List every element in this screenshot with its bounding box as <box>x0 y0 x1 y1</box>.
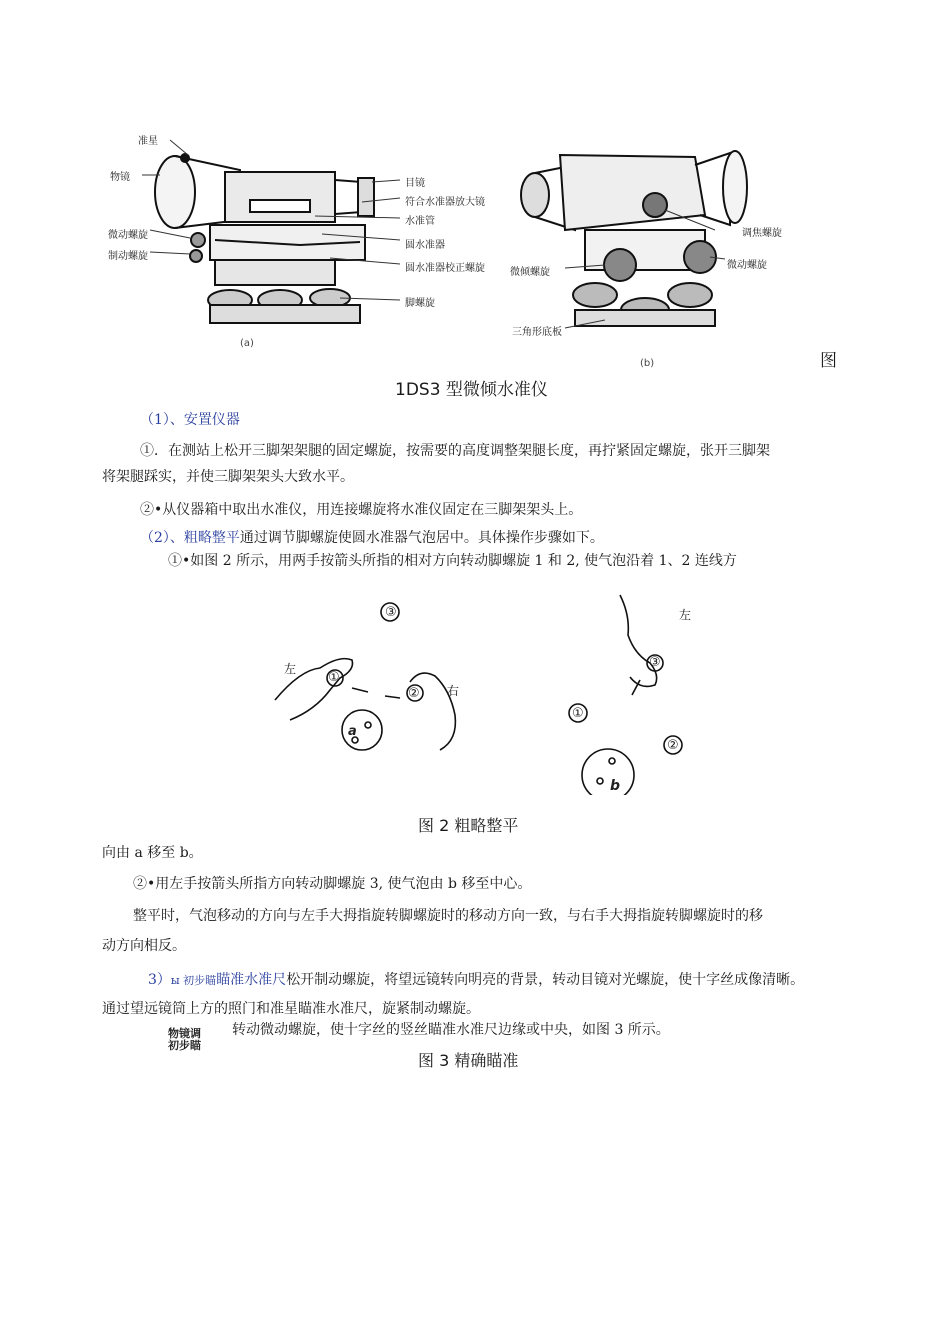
section3-line1-text: 松开制动螺旋，将望远镜转向明亮的背景，转动目镜对光螺旋，使十字丝成像清晰。 <box>286 972 805 988</box>
section2-step1: ①•如图 2 所示，用两手按箭头所指的相对方向转动脚螺旋 1 和 2, 使气泡沿着 1、2 连线方 <box>168 553 737 569</box>
label-jiaoluoxuan: 脚螺旋 <box>405 298 435 309</box>
fig2-n1-right: ① <box>572 706 584 721</box>
label-zhidong: 制动螺旋 <box>108 251 148 262</box>
section2-step1-cont: 向由 a 移至 b。 <box>102 845 203 861</box>
figure3-caption: 图 3 精确瞄准 <box>418 1051 519 1070</box>
label-shuizhunguan: 水准管 <box>405 216 435 227</box>
section1-step2: ②•从仪器箱中取出水准仪，用连接螺旋将水准仪固定在三脚架架头上。 <box>140 502 583 518</box>
section2-step2: ②•用左手按箭头所指方向转动脚螺旋 3, 使气泡由 b 移至中心。 <box>133 876 532 892</box>
fig2-b-label: b <box>610 778 621 794</box>
fig2-zuo-right: 左 <box>679 608 692 622</box>
fig2-zuo-left: 左 <box>284 662 297 676</box>
section2-note-line1: 整平时，气泡移动的方向与左手大拇指旋转脚螺旋时的移动方向一致，与右手大拇指旋转脚螺旋时的移 <box>133 908 763 924</box>
figure2-caption: 图 2 粗略整平 <box>418 816 519 835</box>
section3-side-label1: 物镜调 <box>168 1027 201 1040</box>
label-jiaozheng: 圆水准器校正螺旋 <box>405 263 485 274</box>
fig2-n2-left: ② <box>408 686 420 701</box>
label-dibanl: 三角形底板 <box>512 327 562 338</box>
fig2-n1-left: ① <box>328 670 340 685</box>
fig2-n2-right: ② <box>667 738 679 753</box>
section2-heading-line <box>140 528 604 548</box>
sub-label-b: (b) <box>640 358 655 369</box>
label-weiqing: 微倾螺旋 <box>510 267 550 278</box>
section2-heading: （2）、粗略整平 <box>140 530 240 546</box>
section3-side-label2: 初步瞄 <box>168 1039 201 1052</box>
section3-overlap: ы 初步瞄 <box>170 974 217 987</box>
label-fuhe: 符合水准器放大镜 <box>405 197 485 208</box>
section1-step1-line2: 将架腿踩实，并使三脚架架头大致水平。 <box>102 469 354 485</box>
label-weidong-b: 微动螺旋 <box>727 260 767 271</box>
label-zhunxing: 准星 <box>138 136 158 147</box>
section3-prefix: 3） <box>148 972 171 988</box>
fig2-a-label: a <box>348 724 357 739</box>
label-weidong: 微动螺旋 <box>108 230 148 241</box>
figure1-caption: 1DS3 型微倾水准仪 <box>395 380 548 400</box>
fig2-n3-left: ③ <box>385 605 397 620</box>
figure2-left-drawing <box>260 590 490 770</box>
section3-line1 <box>148 970 804 991</box>
label-tiaojiao: 调焦螺旋 <box>742 228 782 239</box>
section3-line2: 通过望远镜筒上方的照门和准星瞄准水准尺，旋紧制动螺旋。 <box>102 1001 480 1017</box>
fig2-n3-right: ③ <box>649 655 661 670</box>
section2-heading-rest: 通过调节脚螺旋使圆水准器气泡居中。具体操作步骤如下。 <box>239 530 604 546</box>
section3-line3: 转动微动螺旋，使十字丝的竖丝瞄准水准尺边缘或中央，如图 3 所示。 <box>232 1022 670 1038</box>
section3-heading: 瞄准水准尺 <box>216 972 287 988</box>
label-mujing: 目镜 <box>405 178 425 189</box>
label-yuanshuizhunqi: 圆水准器 <box>405 240 445 251</box>
section1-heading: （1）、安置仪器 <box>140 412 240 428</box>
fig2-you-left: 右 <box>447 684 460 698</box>
section2-note-line2: 动方向相反。 <box>102 938 186 954</box>
label-wujing: 物镜 <box>110 172 130 183</box>
sub-label-a: (a) <box>240 338 254 349</box>
figure1-tu-char: 图 <box>820 351 837 371</box>
section1-step1-line1: ①．在测站上松开三脚架架腿的固定螺旋，按需要的高度调整架腿长度，再拧紧固定螺旋，张开三脚架 <box>140 443 770 459</box>
